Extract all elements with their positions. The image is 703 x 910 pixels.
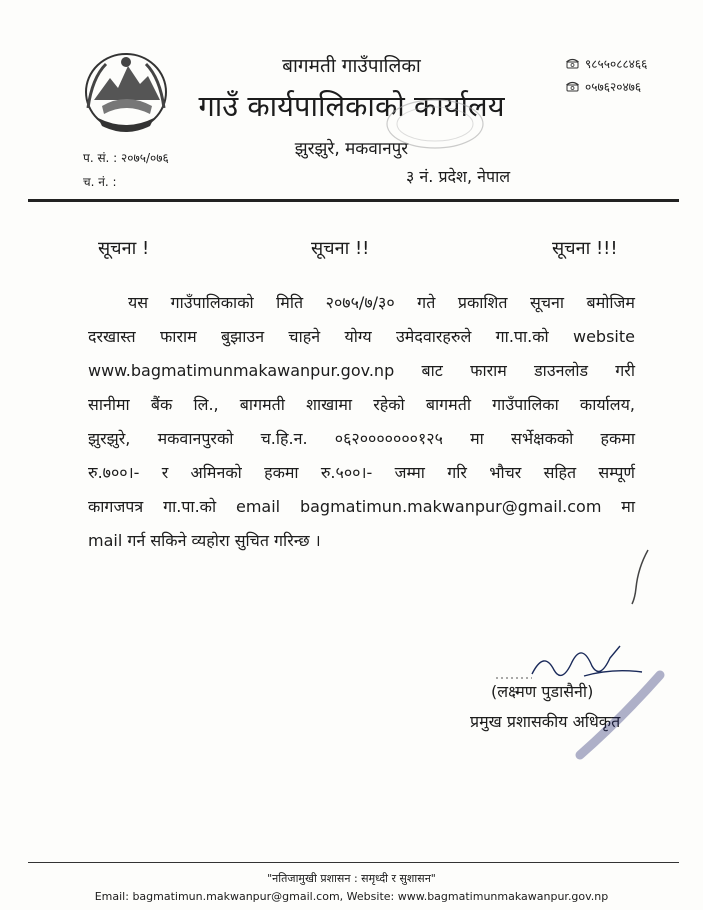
phone-number-2: ०५७६२०४७६	[585, 80, 642, 94]
signatory-title: प्रमुख प्रशासकीय अधिकृत	[470, 712, 621, 731]
dispatch-number: च. नं. :	[83, 175, 117, 189]
phone-primary	[566, 55, 647, 72]
body-line: दरखास्त फाराम बुझाउन चाहने योग्य उमेदवारहरुले गा.पा.को website	[88, 327, 635, 346]
province: ३ नं. प्रदेश, नेपाल	[406, 167, 511, 186]
office-seal-stamp	[380, 95, 490, 153]
body-line: सानीमा बैंक लि., बागमती शाखामा रहेको बागमती गाउँपालिका कार्यालय,	[88, 395, 635, 414]
footer-motto: "नतिजामुखी प्रशासन : समृध्दी र सुशासन"	[267, 872, 436, 885]
notice-body	[88, 286, 635, 558]
phone-number-1: ९८५५०८८४६६	[585, 57, 648, 71]
official-round-stamp	[560, 660, 670, 770]
body-line: यस गाउँपालिकाको मिति २०७५/७/३० गते प्रकाशित सूचना बमोजिम	[128, 293, 635, 312]
body-line: झुरझुरे, मकवानपुरको च.हि.न. ०६२०००००००१२५ मा सर्भेक्षकको हकमा	[88, 429, 635, 448]
telephone-icon	[566, 81, 579, 92]
body-line: कागजपत्र गा.पा.को email bagmatimun.makwanpur@gmail.com मा	[88, 497, 635, 516]
body-line: www.bagmatimunmakawanpur.gov.np बाट फाराम डाउनलोड गरी	[88, 361, 635, 380]
phone-secondary	[566, 78, 641, 95]
office-title: गाउँ कार्यपालिकाको कार्यालय	[198, 89, 505, 123]
signatory-name: (लक्ष्मण पुडासैनी)	[491, 682, 594, 701]
reference-number: प. सं. : २०७५/०७६	[83, 151, 169, 165]
org-name: बागमती गाउँपालिका	[282, 55, 421, 77]
footer-contact: Email: bagmatimun.makwanpur@gmail.com, Website: www.bagmatimunmakawanpur.gov.np	[94, 890, 609, 903]
notice-label-3: सूचना !!!	[552, 238, 618, 259]
telephone-icon	[566, 58, 579, 69]
body-line: रु.७००।- र अमिनको हकमा रु.५००।- जम्मा गरि भौचर सहित सम्पूर्ण	[88, 463, 635, 482]
header-divider	[28, 199, 679, 202]
body-line: mail गर्न सकिने व्यहोरा सुचित गरिन्छ ।	[88, 531, 321, 550]
notice-label-2: सूचना !!	[311, 238, 370, 259]
notice-label-1: सूचना !	[98, 238, 150, 259]
footer-divider	[28, 862, 679, 863]
office-location: झुरझुरे, मकवानपुर	[294, 139, 409, 159]
pen-stroke-mark	[628, 548, 652, 606]
